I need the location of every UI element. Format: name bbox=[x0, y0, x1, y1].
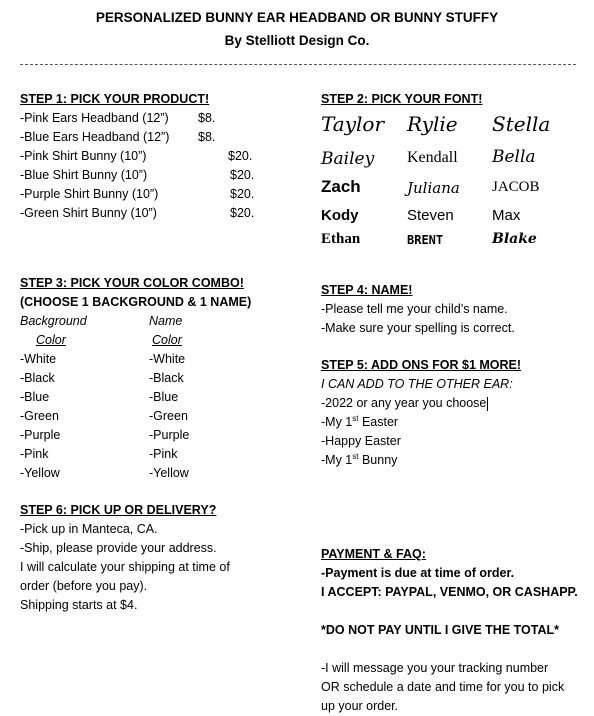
font-sample: Zach bbox=[321, 177, 361, 196]
product-item: -Pink Ears Headband (12”) $8. bbox=[20, 109, 280, 128]
step2-heading: STEP 2: PICK YOUR FONT! bbox=[321, 92, 483, 106]
font-sample: Steven bbox=[407, 207, 454, 224]
product-price: $20. bbox=[230, 187, 255, 201]
payment-line: -Payment is due at time of order. bbox=[321, 566, 515, 580]
text-cursor bbox=[487, 397, 488, 411]
payment-methods: I ACCEPT: PAYPAL, VENMO, OR CASHAPP. bbox=[321, 585, 578, 599]
step4-line: -Make sure your spelling is correct. bbox=[321, 321, 515, 335]
color-option: -White bbox=[20, 352, 57, 366]
font-sample: Blake bbox=[492, 231, 537, 247]
product-price: $8. bbox=[198, 111, 216, 125]
payment-heading: PAYMENT & FAQ: bbox=[321, 547, 426, 561]
step3-heading: STEP 3: PICK YOUR COLOR COMBO! bbox=[20, 276, 244, 290]
product-item: -Purple Shirt Bunny (10”) $20. bbox=[20, 185, 280, 204]
font-sample: Max bbox=[492, 207, 521, 224]
color-option: -White bbox=[149, 352, 186, 366]
name-color-list bbox=[149, 312, 269, 483]
name-column-title: Name bbox=[149, 314, 183, 328]
product-price: $8. bbox=[198, 130, 216, 144]
color-option: -Purple bbox=[149, 428, 190, 442]
document-title: PERSONALIZED BUNNY EAR HEADBAND OR BUNNY STUFFY bbox=[95, 10, 499, 25]
addon-option: -Happy Easter bbox=[321, 434, 401, 448]
step6-line: -Ship, please provide your address. bbox=[20, 541, 217, 555]
color-option: -Yellow bbox=[149, 466, 189, 480]
step6-section bbox=[20, 501, 300, 615]
dashed-divider bbox=[20, 64, 576, 65]
font-sample: Rylie bbox=[407, 112, 458, 136]
payment-warning: *DO NOT PAY UNTIL I GIVE THE TOTAL* bbox=[321, 623, 559, 637]
addon-option: -2022 or any year you choose bbox=[321, 396, 487, 410]
color-column-label: Color bbox=[36, 333, 66, 347]
font-sample: Kody bbox=[321, 207, 359, 224]
color-option: -Black bbox=[149, 371, 184, 385]
color-option: -Blue bbox=[20, 390, 50, 404]
color-option: -Purple bbox=[20, 428, 61, 442]
font-sample: Bailey bbox=[321, 149, 375, 169]
addon-option: -My 1st Easter bbox=[321, 413, 399, 429]
product-item: -Blue Shirt Bunny (10”) $20. bbox=[20, 166, 280, 185]
font-sample: Ethan bbox=[321, 231, 361, 247]
font-sample: Kendall bbox=[407, 149, 458, 166]
step4-section bbox=[321, 281, 581, 338]
step1-heading: STEP 1: PICK YOUR PRODUCT! bbox=[20, 92, 210, 106]
product-price: $20. bbox=[230, 168, 255, 182]
font-sample: Bella bbox=[492, 147, 536, 167]
addon-option: -My 1st Bunny bbox=[321, 451, 398, 467]
step5-heading: STEP 5: ADD ONS FOR $1 MORE! bbox=[321, 358, 522, 372]
color-option: -Black bbox=[20, 371, 55, 385]
color-column-label: Color bbox=[152, 333, 182, 347]
font-sample: Stella bbox=[492, 112, 551, 136]
color-option: -Yellow bbox=[20, 466, 60, 480]
background-column-title: Background bbox=[20, 314, 87, 328]
color-option: -Pink bbox=[149, 447, 178, 461]
payment-section bbox=[321, 545, 591, 716]
step6-line: -Pick up in Manteca, CA. bbox=[20, 522, 158, 536]
step3-section bbox=[20, 274, 300, 480]
step6-line: order (before you pay). bbox=[20, 579, 148, 593]
product-item: -Green Shirt Bunny (10”) $20. bbox=[20, 204, 280, 223]
product-price: $20. bbox=[230, 206, 255, 220]
step6-heading: STEP 6: PICK UP OR DELIVERY? bbox=[20, 503, 217, 517]
step5-intro: I CAN ADD TO THE OTHER EAR: bbox=[321, 377, 513, 391]
font-sample: Taylor bbox=[321, 112, 385, 136]
color-option: -Pink bbox=[20, 447, 49, 461]
step1-section bbox=[20, 90, 280, 223]
font-sample: Juliana bbox=[407, 179, 460, 197]
font-sample: JACOB bbox=[492, 179, 540, 195]
color-option: -Green bbox=[149, 409, 188, 423]
faq-line: OR schedule a date and time for you to pick bbox=[321, 680, 565, 694]
step4-line: -Please tell me your child’s name. bbox=[321, 302, 508, 316]
color-option: -Blue bbox=[149, 390, 179, 404]
step5-section bbox=[321, 356, 581, 470]
faq-line: up your order. bbox=[321, 699, 399, 713]
product-price: $20. bbox=[228, 149, 253, 163]
product-item: -Blue Ears Headband (12”) $8. bbox=[20, 128, 280, 147]
step4-heading: STEP 4: NAME! bbox=[321, 283, 413, 297]
product-item: -Pink Shirt Bunny (10”) $20. bbox=[20, 147, 280, 166]
faq-line: -I will message you your tracking number bbox=[321, 661, 549, 675]
step6-line: I will calculate your shipping at time of bbox=[20, 560, 230, 574]
step2-section bbox=[321, 90, 581, 260]
document-subtitle: By Stelliott Design Co. bbox=[224, 33, 370, 48]
step6-line: Shipping starts at $4. bbox=[20, 598, 138, 612]
font-sample: BRENT bbox=[407, 233, 444, 247]
color-option: -Green bbox=[20, 409, 59, 423]
background-color-list bbox=[20, 312, 140, 483]
step3-subheading: (CHOOSE 1 BACKGROUND & 1 NAME) bbox=[20, 295, 252, 309]
